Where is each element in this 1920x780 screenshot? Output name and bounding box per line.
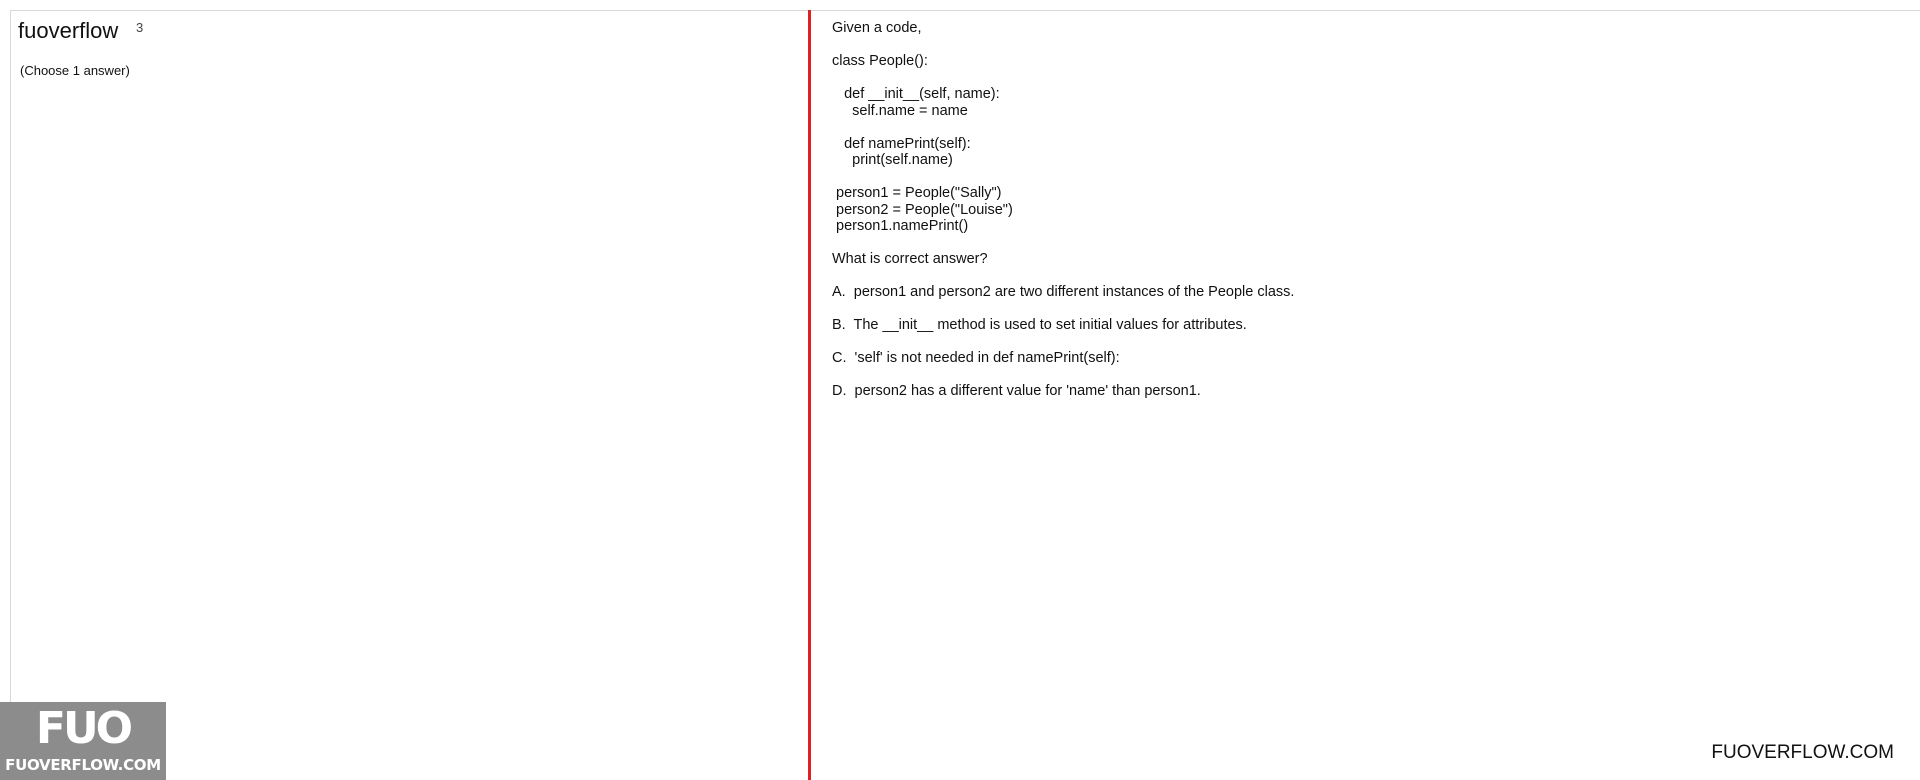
logo-text: FUOVERFLOW.COM	[5, 756, 161, 774]
fuoverflow-logo	[0, 702, 166, 780]
question-panel	[832, 20, 1892, 400]
brand-title: fuoverflow	[18, 18, 119, 43]
code-line	[832, 119, 1892, 136]
answer-option-a: A. person1 and person2 are two different instances of the People class.	[832, 284, 1295, 300]
spacer	[832, 301, 1892, 318]
answer-option-d: D. person2 has a different value for 'name' than person1.	[832, 383, 1201, 399]
spacer	[832, 367, 1892, 384]
code-line: def namePrint(self):	[832, 135, 971, 152]
answer-instruction: (Choose 1 answer)	[20, 63, 130, 78]
question-intro: Given a code,	[832, 20, 922, 36]
pane-divider	[808, 10, 811, 780]
code-line: person2 = People("Louise")	[832, 201, 1013, 218]
code-line: def __init__(self, name):	[832, 86, 1000, 102]
spacer	[832, 268, 1892, 285]
code-line: self.name = name	[832, 102, 968, 119]
code-line	[832, 70, 1892, 87]
spacer	[832, 334, 1892, 351]
code-line: person1.namePrint()	[832, 218, 969, 234]
code-line: person1 = People("Sally")	[832, 185, 1002, 201]
hidden-character: 3	[136, 20, 144, 35]
code-line: print(self.name)	[832, 152, 953, 168]
answer-pane	[11, 11, 809, 780]
spacer	[832, 37, 1892, 54]
code-line	[832, 169, 1892, 186]
answer-option-b: B. The __init__ method is used to set initial values for attributes.	[832, 317, 1247, 333]
logo-mark: FUO	[35, 703, 131, 754]
answer-option-c: C. 'self' is not needed in def namePrint(self):	[832, 350, 1120, 366]
code-line: class People():	[832, 53, 928, 69]
spacer	[832, 235, 1892, 252]
site-watermark: FUOVERFLOW.COM	[1711, 742, 1894, 763]
question-prompt: What is correct answer?	[832, 251, 988, 267]
